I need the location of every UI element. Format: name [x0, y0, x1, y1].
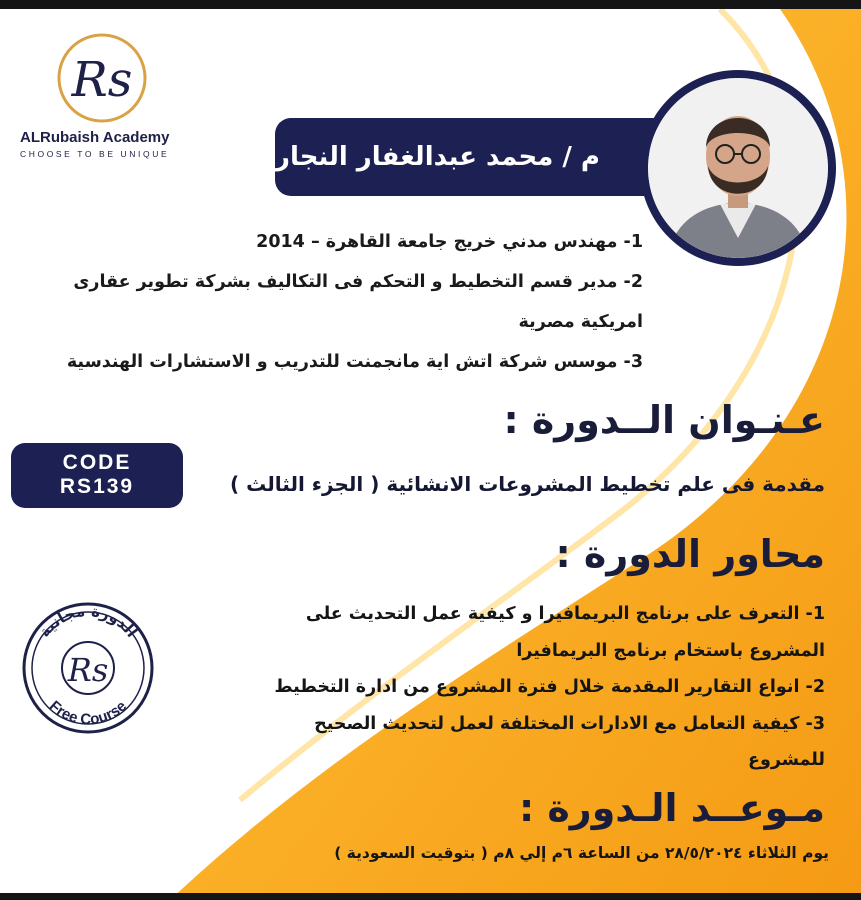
axes-line: 2- انواع التقارير المقدمة خلال فترة المشروع من ادارة التخطيط [274, 677, 825, 697]
course-title: مقدمة فى علم تخطيط المشروعات الانشائية ( الجزء الثالث ) [230, 472, 825, 496]
bio-line: امريكية مصرية [518, 312, 643, 332]
course-schedule-heading: مـوعــد الـدورة : [518, 786, 825, 830]
course-code-badge [11, 443, 183, 508]
instructor-photo-frame [640, 70, 836, 266]
bio-line: 1- مهندس مدني خريج جامعة القاهرة – 2014 [256, 232, 643, 252]
code-value: RS139 [59, 475, 135, 498]
instructor-photo [648, 78, 828, 258]
academy-name: ALRubaish Academy [20, 129, 170, 146]
course-title-heading: عـنـوان الــدورة : [503, 398, 825, 442]
instructor-name: م / محمد عبدالغفار النجار [275, 142, 600, 172]
academy-logo [20, 30, 200, 159]
axes-line: المشروع باستخام برنامج البريمافيرا [516, 640, 825, 661]
person-portrait-icon [648, 78, 828, 258]
top-frame [0, 0, 861, 9]
bottom-frame [0, 893, 861, 900]
course-schedule-text: يوم الثلاثاء ٢٨/٥/٢٠٢٤ من الساعة ٦م إلي ٨م ( بتوقيت السعودية ) [334, 844, 829, 862]
free-course-stamp [20, 588, 155, 743]
svg-text:Rs: Rs [67, 651, 109, 689]
bio-line: 3- موسس شركة اتش اية مانجمنت للتدريب و الاستشارات الهندسية [66, 352, 643, 372]
axes-line: 3- كيفية التعامل مع الادارات المختلفة لعمل لتحديث الصحيح [314, 713, 825, 734]
axes-line: 1- التعرف على برنامج البريمافيرا و كيفية عمل التحديث على [305, 604, 825, 624]
course-axes-heading: محاور الدورة : [555, 532, 825, 576]
instructor-name-banner [275, 118, 695, 196]
academy-tagline: CHOOSE TO BE UNIQUE [20, 149, 170, 159]
course-axes-list [225, 596, 825, 779]
rs-monogram-icon [52, 30, 152, 125]
bio-line: 2- مدير قسم التخطيط و التحكم فى التكاليف بشركة تطوير عقارى [73, 272, 643, 292]
code-label: CODE [62, 451, 132, 474]
svg-text:الدورة مجانية: الدورة مجانية [35, 602, 141, 641]
instructor-bio [23, 222, 643, 382]
axes-line: للمشروع [748, 750, 825, 770]
svg-text:Free Course: Free Course [46, 697, 130, 729]
svg-text:Rs: Rs [71, 52, 133, 108]
